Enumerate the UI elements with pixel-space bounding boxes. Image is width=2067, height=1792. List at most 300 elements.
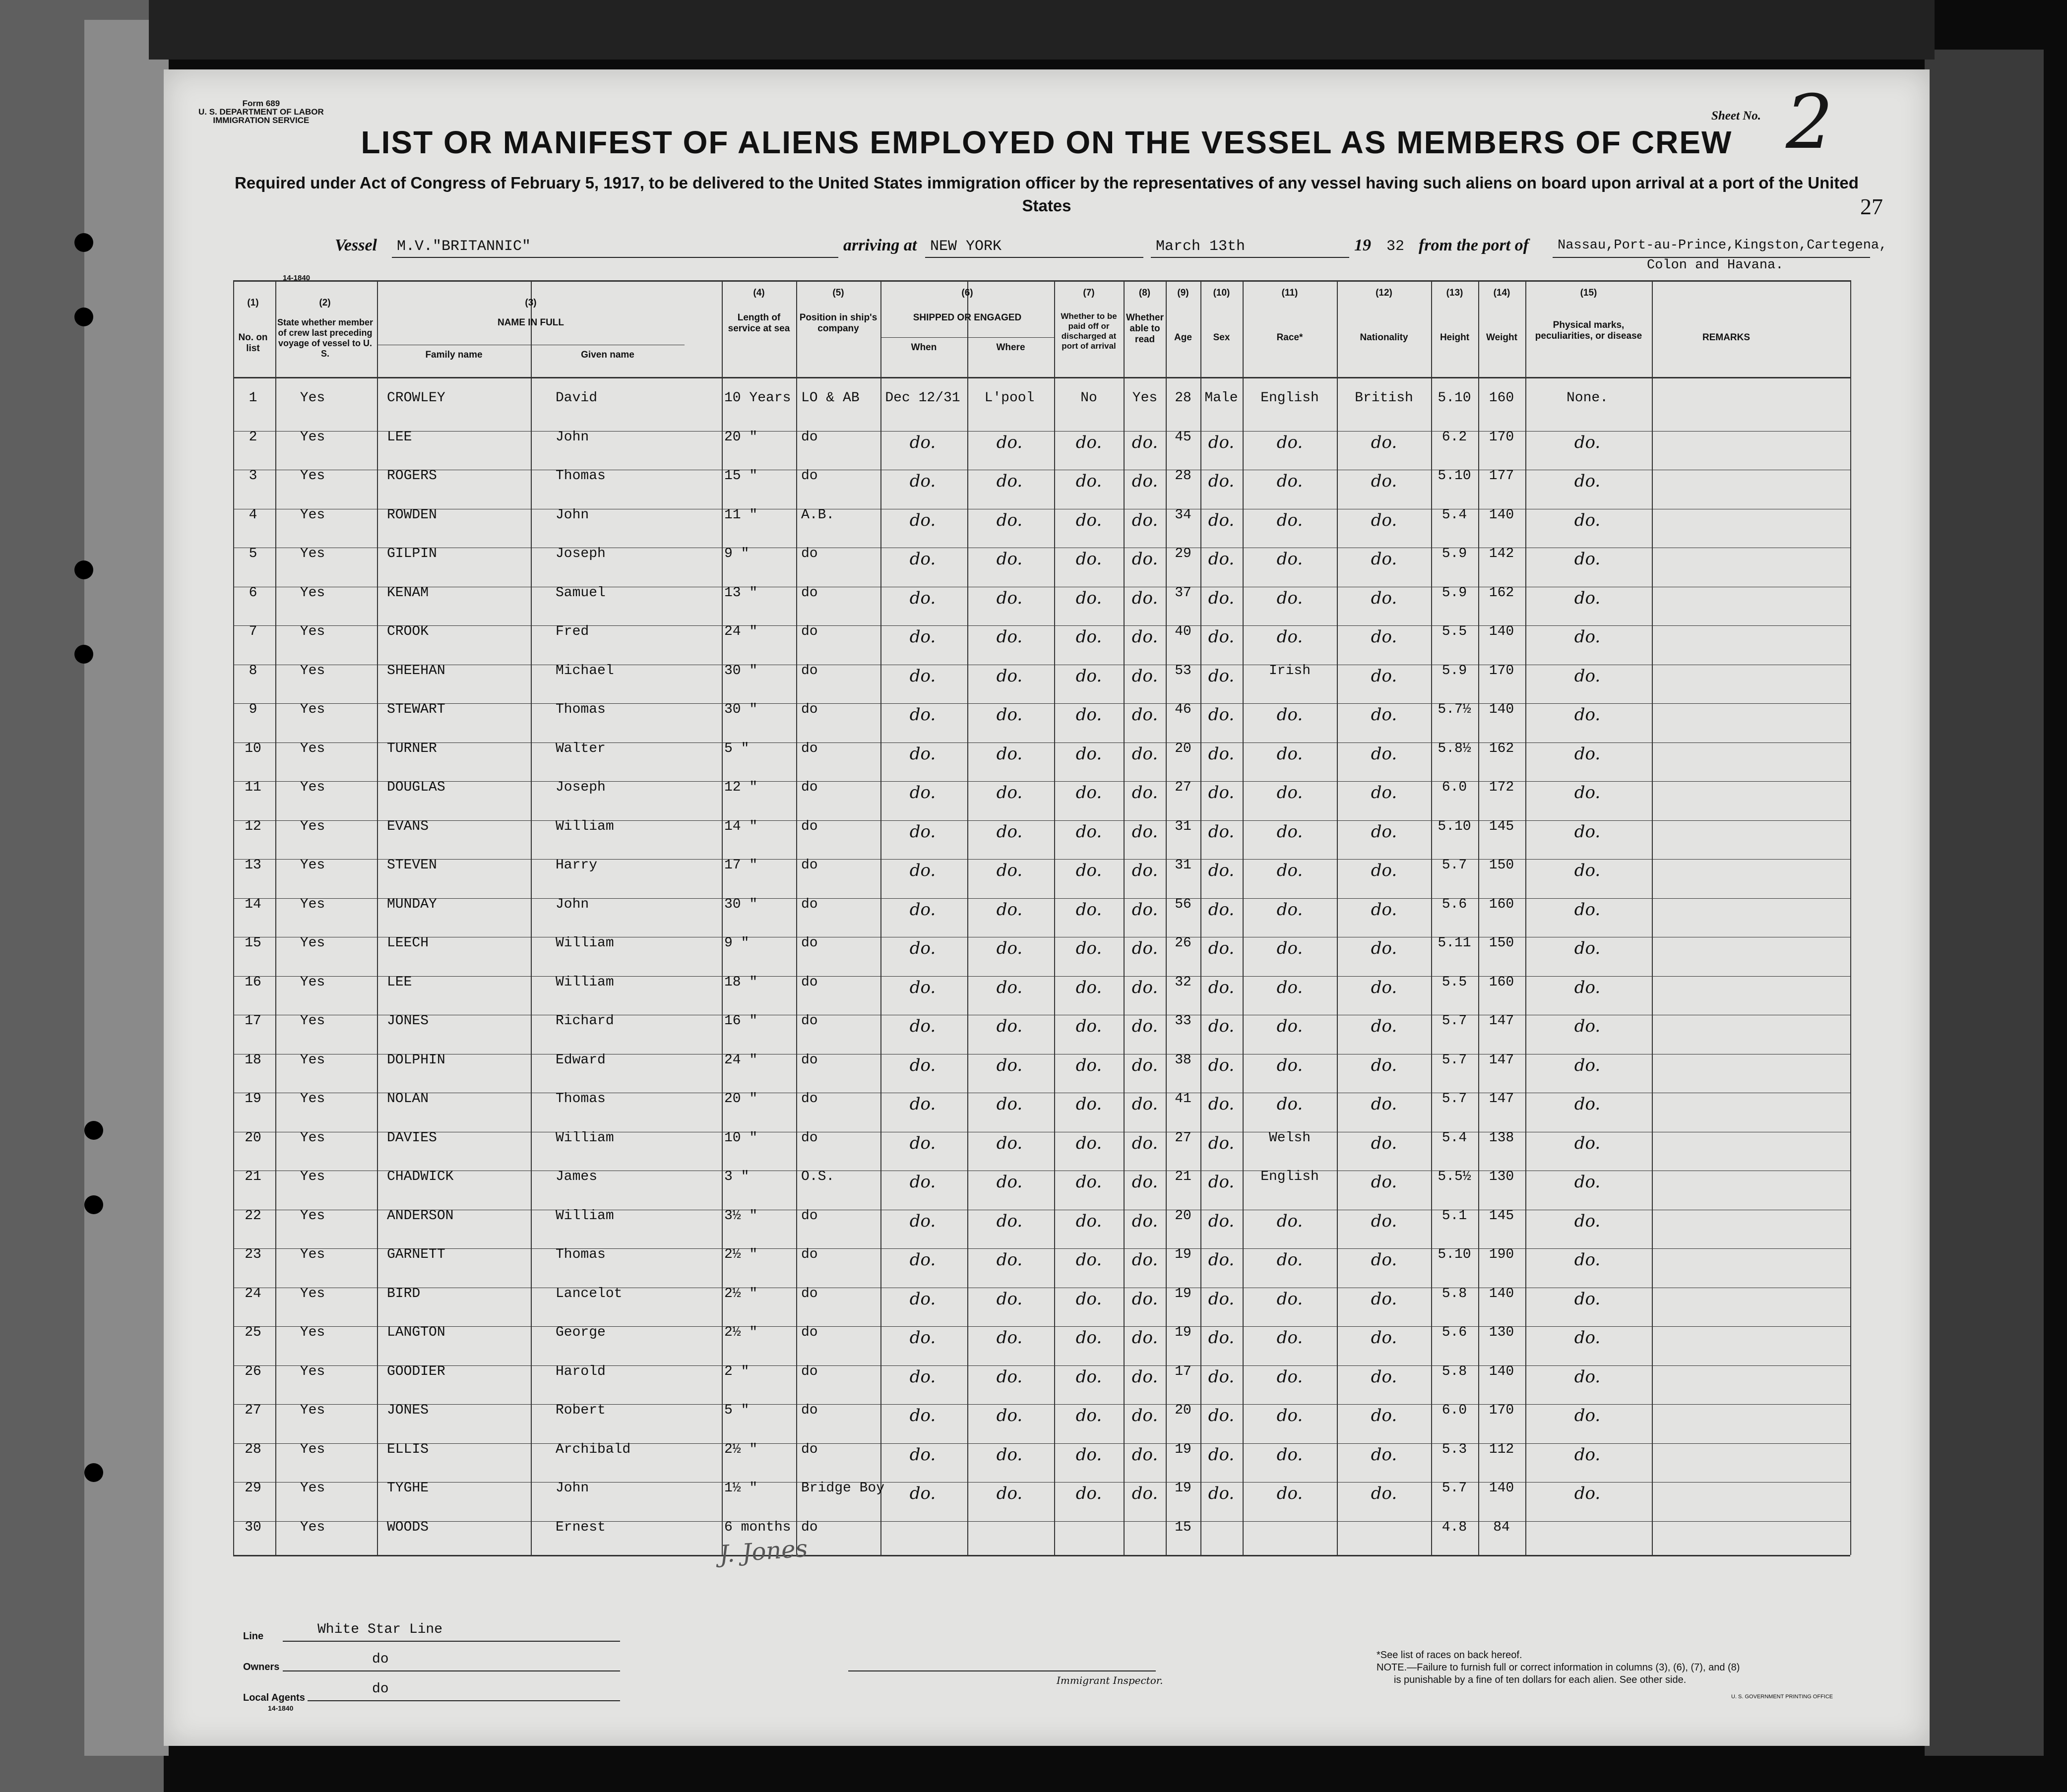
given-name: Thomas [556,468,606,484]
prev-voyage: Yes [300,1519,325,1535]
weight: 130 [1489,1325,1514,1340]
age: 19 [1175,1286,1191,1301]
row-rule [233,859,1850,860]
col3-header: NAME IN FULL [497,317,564,328]
prev-voyage: Yes [300,507,325,523]
weight: 170 [1489,1403,1514,1418]
shipped-where: do. [996,1133,1023,1153]
age: 20 [1175,1208,1191,1224]
weight: 138 [1489,1130,1514,1146]
physical-marks: do. [1574,1366,1601,1387]
ship-position: do [801,896,818,912]
physical-marks: do. [1574,938,1601,958]
col2-number: (2) [319,298,331,308]
form-header [198,99,324,124]
ship-position: do [801,1013,818,1029]
height: 5.7½ [1438,702,1471,717]
ship-position: do [801,546,818,561]
sex: do. [1208,666,1235,686]
paid-off: do. [1075,977,1102,997]
shipped-when: do. [909,432,936,452]
shipped-when: do. [909,1289,936,1309]
physical-marks: do. [1574,666,1601,686]
line-label: Line [243,1631,264,1642]
nationality: do. [1371,627,1397,647]
sex: do. [1208,1133,1235,1153]
race: do. [1276,1016,1303,1036]
ship-position: do [801,1441,818,1457]
sheet-number-label: Sheet No. [1711,109,1761,123]
length-of-service: 24 " [724,1052,758,1068]
shipped-when: do. [909,1055,936,1075]
nationality: do. [1371,861,1397,880]
col13-number: (13) [1446,288,1463,298]
ship-position: do [801,702,818,717]
form-number: Form 689 [242,99,280,108]
weight: 147 [1489,1052,1514,1068]
height: 5.7 [1441,1091,1467,1107]
paid-off: do. [1075,1366,1102,1387]
age: 31 [1175,818,1191,834]
paid-off: do. [1075,1172,1102,1192]
prev-voyage: Yes [300,429,325,445]
paid-off: do. [1075,705,1102,725]
scan-top-margin [149,0,1935,60]
given-name: Thomas [556,1091,606,1107]
prev-voyage: Yes [300,974,325,990]
col7-number: (7) [1083,288,1095,298]
punch-hole [84,1121,103,1140]
sex: do. [1208,1366,1235,1387]
physical-marks: do. [1574,783,1601,803]
age: 27 [1175,1130,1191,1146]
given-name: William [556,974,614,990]
page-title: LIST OR MANIFEST OF ALIENS EMPLOYED ON THE VESSEL AS MEMBERS OF CREW [361,124,1733,160]
shipped-when: do. [909,1211,936,1231]
prev-voyage: Yes [300,818,325,834]
paid-off: do. [1075,1328,1102,1348]
length-of-service: 11 " [724,507,758,523]
sex: do. [1208,1444,1235,1465]
physical-marks: do. [1574,1016,1601,1036]
family-name: DAVIES [387,1130,437,1146]
col10-number: (10) [1213,288,1230,298]
shipped-where: do. [996,977,1023,997]
row-number: 20 [245,1130,261,1146]
col6-number: (6) [961,288,973,298]
given-name: Robert [556,1403,606,1418]
nationality: do. [1371,938,1397,958]
scan-left-folder [84,20,169,1756]
paid-off: do. [1075,1406,1102,1425]
form-department: U. S. DEPARTMENT OF LABOR [198,107,324,117]
col14-number: (14) [1493,288,1510,298]
height: 5.6 [1441,896,1467,912]
able-to-read: do. [1131,471,1158,491]
able-to-read: do. [1131,1289,1158,1309]
age: 19 [1175,1441,1191,1457]
length-of-service: 2½ " [724,1286,758,1301]
ship-position: Bridge Boy [801,1481,885,1496]
shipped-when: do. [909,977,936,997]
row-number: 25 [245,1325,261,1340]
ship-position: do [801,818,818,834]
shipped-when: do. [909,627,936,647]
prev-voyage: Yes [300,1091,325,1107]
age: 40 [1175,624,1191,639]
ship-position: do [801,1247,818,1262]
given-name: James [556,1169,598,1184]
length-of-service: 9 " [724,546,750,561]
prev-voyage: Yes [300,390,325,406]
race: do. [1276,1406,1303,1425]
paid-off: do. [1075,861,1102,880]
sheet-number: 2 [1786,79,1833,166]
col3-number: (3) [525,298,537,308]
col15-header: Physical marks, peculiarities, or disease [1535,320,1642,341]
ship-position: do [801,1403,818,1418]
col1-header: No. on list [238,332,268,354]
shipped-when: do. [909,743,936,764]
given-name: Lancelot [556,1286,623,1301]
race: do. [1276,510,1303,530]
race: do. [1276,743,1303,764]
col12-header: Nationality [1360,332,1408,343]
col4-number: (4) [753,288,765,298]
column-rule [531,280,532,1555]
able-to-read: do. [1131,666,1158,686]
race: do. [1276,1250,1303,1270]
height: 5.10 [1438,818,1471,834]
shipped-where: do. [996,743,1023,764]
ship-position: do [801,780,818,795]
sex: do. [1208,471,1235,491]
shipped-where: do. [996,861,1023,880]
nationality: do. [1371,432,1397,452]
race: do. [1276,977,1303,997]
height: 5.9 [1441,585,1467,601]
physical-marks: do. [1574,1133,1601,1153]
nationality: do. [1371,783,1397,803]
age: 28 [1175,390,1191,406]
family-name: EVANS [387,818,429,834]
shipped-where: do. [996,1016,1023,1036]
length-of-service: 2½ " [724,1441,758,1457]
family-name: LEE [387,974,412,990]
col3-family-header: Family name [425,350,483,360]
race: English [1260,390,1319,406]
nationality: do. [1371,1133,1397,1153]
inspector-label: Immigrant Inspector. [1057,1674,1163,1686]
height: 5.10 [1438,390,1471,406]
paid-off: do. [1075,1289,1102,1309]
shipped-where: do. [996,549,1023,569]
weight: 162 [1489,741,1514,756]
age: 19 [1175,1325,1191,1340]
col2-header: State whether member of crew last preceding voyage of vessel to U. S. [277,317,374,359]
length-of-service: 1½ " [724,1481,758,1496]
ship-position: do [801,1286,818,1301]
age: 32 [1175,974,1191,990]
row-rule [233,1365,1850,1366]
weight: 140 [1489,702,1514,717]
physical-marks: do. [1574,1444,1601,1465]
paid-off: do. [1075,783,1102,803]
shipped-when: do. [909,588,936,608]
row-number: 5 [249,546,257,561]
length-of-service: 2 " [724,1363,750,1379]
vessel-label: Vessel [335,236,377,254]
shipped-when: do. [909,938,936,958]
given-name: Ernest [556,1519,606,1535]
prev-voyage: Yes [300,1481,325,1496]
shipped-where: do. [996,899,1023,920]
length-of-service: 15 " [724,468,758,484]
prev-voyage: Yes [300,1363,325,1379]
race: do. [1276,1211,1303,1231]
row-number: 6 [249,585,257,601]
shipped-when: do. [909,899,936,920]
race: do. [1276,899,1303,920]
age: 19 [1175,1247,1191,1262]
ship-position: do [801,429,818,445]
given-name: Edward [556,1052,606,1068]
ship-position: do [801,935,818,951]
arrival-year: 32 [1386,238,1405,255]
age: 38 [1175,1052,1191,1068]
table-bottom-rule [233,1555,1850,1556]
physical-marks: do. [1574,1289,1601,1309]
length-of-service: 30 " [724,896,758,912]
footnote-races: *See list of races on back hereof. [1377,1650,1522,1661]
weight: 140 [1489,507,1514,523]
physical-marks: do. [1574,743,1601,764]
physical-marks: do. [1574,510,1601,530]
weight: 177 [1489,468,1514,484]
age: 46 [1175,702,1191,717]
race: do. [1276,588,1303,608]
shipped-when: do. [909,1016,936,1036]
race: do. [1276,938,1303,958]
sex: do. [1208,977,1235,997]
column-rule [880,280,881,1555]
physical-marks: do. [1574,821,1601,842]
row-rule [233,898,1850,899]
race: do. [1276,821,1303,842]
sex: do. [1208,899,1235,920]
able-to-read: do. [1131,627,1158,647]
col1-number: (1) [247,298,259,308]
shipped-when: do. [909,1483,936,1503]
height: 5.3 [1441,1441,1467,1457]
given-name: Richard [556,1013,614,1029]
shipped-when: do. [909,471,936,491]
age: 29 [1175,546,1191,561]
race: Irish [1268,663,1311,679]
prev-voyage: Yes [300,780,325,795]
row-number: 3 [249,468,257,484]
able-to-read: do. [1131,1211,1158,1231]
row-number: 21 [245,1169,261,1184]
paid-off: do. [1075,1094,1102,1114]
physical-marks: do. [1574,588,1601,608]
printer-imprint: U. S. GOVERNMENT PRINTING OFFICE [1731,1694,1833,1700]
given-name: John [556,507,589,523]
length-of-service: 5 " [724,1403,750,1418]
physical-marks: do. [1574,471,1601,491]
row-number: 30 [245,1519,261,1535]
weight: 170 [1489,429,1514,445]
page-subtitle: Required under Act of Congress of February 5, 1917, to be delivered to the United States immigration officer by the representatives of any vessel having such aliens on board upon arrival at a port of the United States [235,174,1859,215]
shipped-when: do. [909,510,936,530]
length-of-service: 5 " [724,741,750,756]
sex: do. [1208,588,1235,608]
length-of-service: 3 " [724,1169,750,1184]
length-of-service: 17 " [724,858,758,873]
col5-number: (5) [832,288,844,298]
length-of-service: 14 " [724,818,758,834]
row-rule [233,625,1850,626]
length-of-service: 10 Years [724,390,791,406]
sex: do. [1208,821,1235,842]
page-number: 27 [1860,194,1883,219]
row-number: 27 [245,1403,261,1418]
shipped-where: do. [996,1366,1023,1387]
shipped-when: do. [909,861,936,880]
able-to-read: do. [1131,821,1158,842]
able-to-read: do. [1131,1133,1158,1153]
age: 56 [1175,896,1191,912]
height: 5.5½ [1438,1169,1471,1184]
punch-hole [84,1463,103,1482]
nationality: do. [1371,588,1397,608]
sex: do. [1208,1055,1235,1075]
weight: 112 [1489,1441,1514,1457]
race: Welsh [1268,1130,1311,1146]
able-to-read: do. [1131,1366,1158,1387]
length-of-service: 10 " [724,1130,758,1146]
family-name: CHADWICK [387,1169,454,1184]
row-rule [233,703,1850,704]
weight: 142 [1489,546,1514,561]
weight: 84 [1493,1519,1510,1535]
age: 33 [1175,1013,1191,1029]
paid-off: do. [1075,1250,1102,1270]
sex: do. [1208,938,1235,958]
length-of-service: 20 " [724,1091,758,1107]
nationality: do. [1371,510,1397,530]
paid-off: do. [1075,1444,1102,1465]
column-rule [1337,280,1338,1555]
family-name: LEECH [387,935,429,951]
able-to-read: do. [1131,1055,1158,1075]
race: do. [1276,432,1303,452]
shipped-when: do. [909,1366,936,1387]
row-rule [233,1404,1850,1405]
age: 15 [1175,1519,1191,1535]
height: 5.8½ [1438,741,1471,756]
prev-voyage: Yes [300,1013,325,1029]
punch-hole [74,560,93,579]
weight: 160 [1489,390,1514,406]
prev-voyage: Yes [300,1403,325,1418]
col11-number: (11) [1281,288,1298,298]
shipped-where: do. [996,1172,1023,1192]
shipped-where: do. [996,1055,1023,1075]
physical-marks: do. [1574,1483,1601,1503]
race: do. [1276,627,1303,647]
sex: do. [1208,743,1235,764]
sex: do. [1208,705,1235,725]
shipped-where: do. [996,627,1023,647]
nationality: do. [1371,1483,1397,1503]
sex: do. [1208,1094,1235,1114]
race: do. [1276,549,1303,569]
prev-voyage: Yes [300,702,325,717]
shipped-where: do. [996,783,1023,803]
physical-marks: do. [1574,627,1601,647]
weight: 140 [1489,1286,1514,1301]
line-value: White Star Line [317,1622,443,1637]
nationality: do. [1371,1328,1397,1348]
height: 5.9 [1441,546,1467,561]
row-rule [233,1482,1850,1483]
nationality: do. [1371,899,1397,920]
able-to-read: do. [1131,705,1158,725]
physical-marks: do. [1574,705,1601,725]
age: 45 [1175,429,1191,445]
race: do. [1276,471,1303,491]
footnote-fine: is punishable by a fine of ten dollars for each alien. See other side. [1394,1674,1687,1685]
prev-voyage: Yes [300,1247,325,1262]
length-of-service: 13 " [724,585,758,601]
nationality: do. [1371,1250,1397,1270]
row-number: 19 [245,1091,261,1107]
age: 20 [1175,741,1191,756]
nationality: do. [1371,1172,1397,1192]
weight: 170 [1489,663,1514,679]
weight: 160 [1489,896,1514,912]
given-name: John [556,1481,589,1496]
weight: 147 [1489,1091,1514,1107]
weight: 140 [1489,1363,1514,1379]
col4-header: Length of service at sea [728,312,790,334]
row-number: 10 [245,741,261,756]
able-to-read: do. [1131,938,1158,958]
length-of-service: 20 " [724,429,758,445]
paid-off: do. [1075,471,1102,491]
punch-hole [84,1195,103,1214]
length-of-service: 9 " [724,935,750,951]
family-name: DOUGLAS [387,780,445,795]
able-to-read: do. [1131,1172,1158,1192]
given-name: Thomas [556,1247,606,1262]
length-of-service: 24 " [724,624,758,639]
row-number: 22 [245,1208,261,1224]
col15-number: (15) [1580,288,1597,298]
col8-header: Whether able to read [1126,312,1164,345]
given-name: Harold [556,1363,606,1379]
ship-position: do [801,1519,818,1535]
shipped-when: do. [909,1133,936,1153]
given-name: Archibald [556,1441,631,1457]
nationality: do. [1371,743,1397,764]
height: 5.4 [1441,1130,1467,1146]
prev-voyage: Yes [300,858,325,873]
column-rule [1652,280,1653,1555]
height: 5.5 [1441,624,1467,639]
nationality: do. [1371,1016,1397,1036]
